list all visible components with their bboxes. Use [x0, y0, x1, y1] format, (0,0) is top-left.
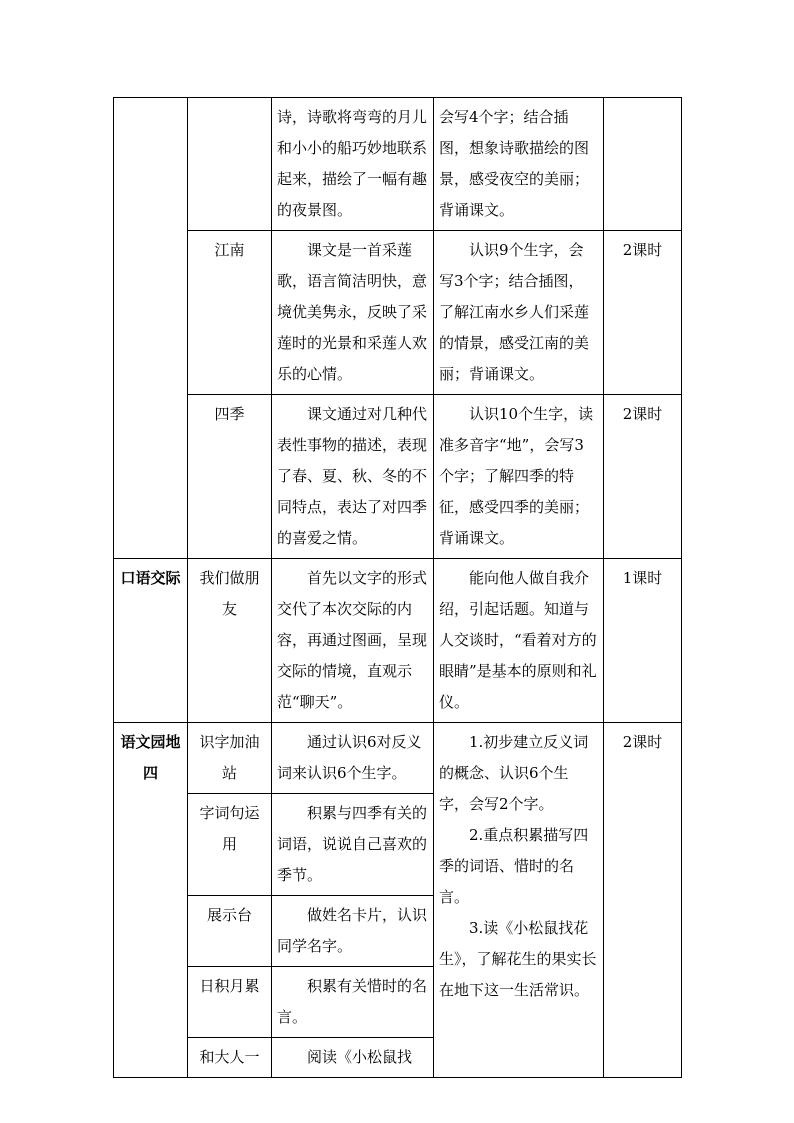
content-cell: 通过认识6对反义词来认识6个生字。: [272, 723, 434, 794]
hours-cell: 2课时: [604, 723, 682, 1078]
lesson-cell: [188, 98, 272, 231]
table-row: [114, 98, 682, 231]
lesson-cell: 四季: [188, 395, 272, 559]
unit-cell: 语文园地四: [114, 723, 188, 1078]
hours-cell: [604, 98, 682, 231]
lesson-cell: 识字加油站: [188, 723, 272, 794]
unit-cell-empty: [114, 98, 188, 559]
content-cell: 积累有关惜时的名言。: [272, 967, 434, 1038]
goals-cell: 认识9个生字，会写3个字；结合插图，了解江南水乡人们采莲的情景，感受江南的美丽；背诵课文。: [434, 231, 604, 395]
goals-cell: 会写4个字；结合插图，想象诗歌描绘的图景，感受夜空的美丽；背诵课文。: [434, 98, 604, 231]
lesson-cell: 江南: [188, 231, 272, 395]
lesson-cell: 展示台: [188, 896, 272, 967]
content-cell: 做姓名卡片，认识同学名字。: [272, 896, 434, 967]
goal-item: 2.重点积累描写四季的词语、惜时的名言。: [439, 826, 589, 906]
goals-cell: [434, 723, 604, 1078]
hours-cell: 1课时: [604, 559, 682, 723]
content-cell: 积累与四季有关的词语，说说自己喜欢的季节。: [272, 794, 434, 896]
content-cell: 首先以文字的形式交代了本次交际的内容，再通过图画，呈现交际的情境，直观示范“聊天”。: [272, 559, 434, 723]
content-cell: 课文是一首采莲歌，语言简洁明快，意境优美隽永，反映了采莲时的光景和采莲人欢乐的心情。: [272, 231, 434, 395]
lesson-cell: 和大人一: [188, 1038, 272, 1078]
content-cell: 诗，诗歌将弯弯的月儿和小小的船巧妙地联系起来，描绘了一幅有趣的夜景图。: [272, 98, 434, 231]
goals-cell: 能向他人做自我介绍，引起话题。知道与人交谈时，“看着对方的眼睛”是基本的原则和礼仪。: [434, 559, 604, 723]
table-row: [114, 559, 682, 723]
unit-cell: 口语交际: [114, 559, 188, 723]
hours-cell: 2课时: [604, 231, 682, 395]
lesson-cell: 字词句运用: [188, 794, 272, 896]
goal-item: 3.读《小松鼠找花生》，了解花生的果实长在地下这一生活常识。: [439, 919, 597, 999]
goal-item: 1.初步建立反义词的概念、认识6个生字，会写2个字。: [439, 733, 589, 813]
lesson-cell: 我们做朋友: [188, 559, 272, 723]
content-cell: 阅读《小松鼠找: [272, 1038, 434, 1078]
table-row: [114, 395, 682, 559]
hours-cell: 2课时: [604, 395, 682, 559]
goals-cell: 认识10个生字，读准多音字“地”，会写3个字；了解四季的特征，感受四季的美丽；背诵课文。: [434, 395, 604, 559]
content-cell: 课文通过对几种代表性事物的描述，表现了春、夏、秋、冬的不同特点，表达了对四季的喜爱之情。: [272, 395, 434, 559]
lesson-cell: 日积月累: [188, 967, 272, 1038]
table-row: [114, 231, 682, 395]
lesson-plan-table: [113, 97, 682, 1078]
table-row: [114, 723, 682, 794]
